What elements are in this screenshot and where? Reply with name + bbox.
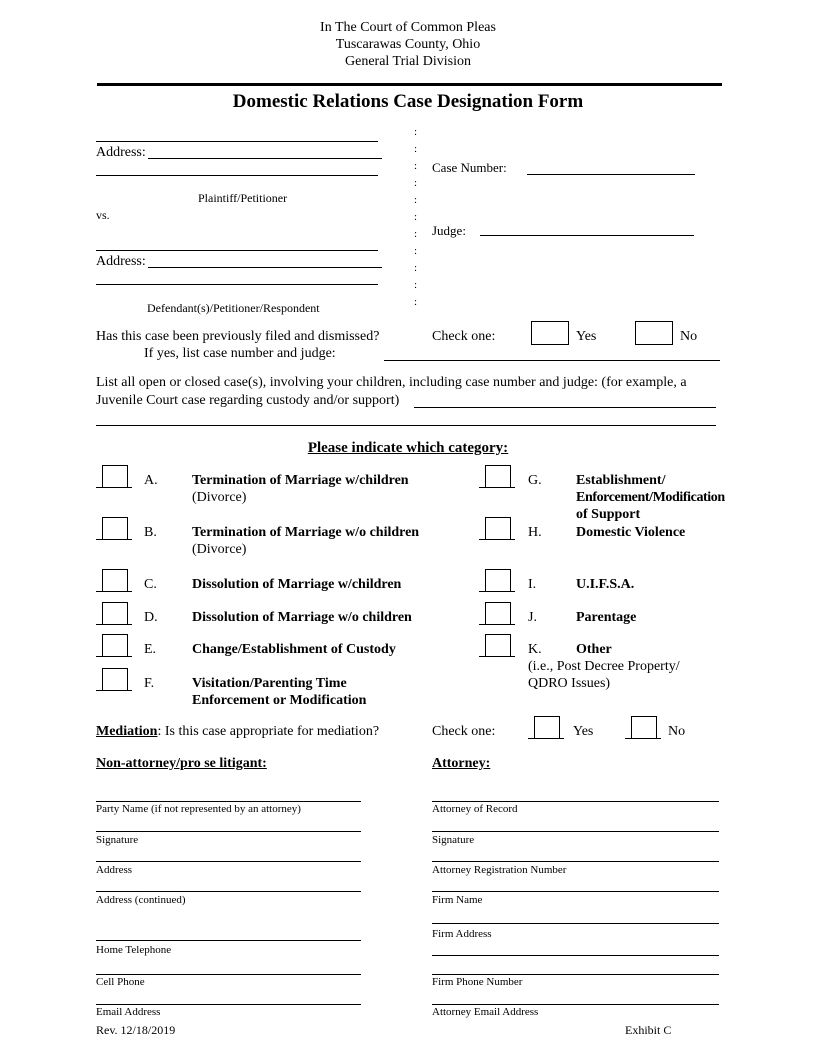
category-b-underline: [96, 539, 132, 540]
category-j-title: Parentage: [576, 610, 637, 625]
plaintiff-name-line[interactable]: [96, 141, 378, 142]
attorney-email-line[interactable]: [432, 1004, 719, 1005]
children-cases-line1: List all open or closed case(s), involving your children, including case number and judge: (for example, a: [96, 375, 687, 390]
category-b-title: Termination of Marriage w/o children: [192, 525, 420, 540]
category-e-checkbox[interactable]: [102, 634, 128, 657]
category-j-letter: J.: [528, 610, 537, 625]
attorney-heading: Attorney:: [432, 756, 491, 771]
attorney-registration-line[interactable]: [432, 861, 719, 862]
judge-label: Judge:: [432, 223, 466, 238]
party-name-label: Party Name (if not represented by an attorney): [96, 803, 301, 815]
defendant-address-line-2[interactable]: [96, 284, 378, 285]
firm-address-line[interactable]: [432, 923, 719, 924]
category-k-underline: [479, 656, 515, 657]
firm-name-line[interactable]: [432, 891, 719, 892]
attorney-signature-line[interactable]: [432, 831, 719, 832]
mediation-no-checkbox[interactable]: [631, 716, 657, 739]
pro-se-email-label: Email Address: [96, 1006, 161, 1018]
category-d-checkbox[interactable]: [102, 602, 128, 625]
attorney-email-label: Attorney Email Address: [432, 1006, 539, 1018]
attorney-signature-label: Signature: [432, 834, 475, 846]
pro-se-email-line[interactable]: [96, 1004, 361, 1005]
firm-address2-line[interactable]: [432, 955, 719, 956]
defendant-address-label: Address:: [96, 254, 146, 269]
colon-3: :: [414, 160, 418, 172]
attorney-of-record-label: Attorney of Record: [432, 803, 518, 815]
mediation-question-text: : Is this case appropriate for mediation?: [157, 724, 380, 739]
category-k-note1: (i.e., Post Decree Property/: [528, 659, 680, 674]
pro-se-signature-label: Signature: [96, 834, 139, 846]
colon-4: :: [414, 177, 418, 189]
party-name-line[interactable]: [96, 801, 361, 802]
category-h-checkbox[interactable]: [485, 517, 511, 540]
category-g-title: Establishment/: [576, 473, 666, 488]
mediation-question: [96, 724, 379, 740]
category-k-title: Other: [576, 642, 612, 657]
mediation-label: Mediation: [96, 724, 158, 739]
category-f-title: Visitation/Parenting Time: [192, 676, 347, 691]
plaintiff-label: Plaintiff/Petitioner: [198, 191, 288, 205]
mediation-yes-checkbox[interactable]: [534, 716, 560, 739]
home-telephone-label: Home Telephone: [96, 944, 172, 956]
county-name: Tuscarawas County, Ohio: [335, 37, 481, 52]
category-h-underline: [479, 539, 515, 540]
defendant-address-line[interactable]: [148, 267, 382, 268]
category-a-checkbox[interactable]: [102, 465, 128, 488]
category-h-title: Domestic Violence: [576, 525, 686, 540]
mediation-yes-underline: [528, 738, 564, 739]
category-g-title2: Enforcement/Modification: [576, 490, 725, 505]
category-g-title3: of Support: [576, 507, 641, 522]
pro-se-heading: Non-attorney/pro se litigant:: [96, 756, 267, 771]
category-e-underline: [96, 656, 132, 657]
category-a-sub: (Divorce): [192, 490, 247, 505]
category-heading: Please indicate which category:: [307, 440, 509, 456]
prior-question: Has this case been previously filed and dismissed?: [96, 329, 380, 344]
category-c-underline: [96, 591, 132, 592]
firm-phone-label: Firm Phone Number: [432, 976, 523, 988]
mediation-check-one: Check one:: [432, 724, 496, 739]
cell-phone-label: Cell Phone: [96, 976, 145, 988]
category-f-underline: [96, 690, 132, 691]
children-cases-line-a[interactable]: [414, 407, 716, 408]
category-h-letter: H.: [528, 525, 542, 540]
category-c-title: Dissolution of Marriage w/children: [192, 577, 402, 592]
attorney-of-record-line[interactable]: [432, 801, 719, 802]
prior-no-label: No: [680, 329, 698, 344]
category-i-letter: I.: [528, 577, 537, 592]
cell-phone-line[interactable]: [96, 974, 361, 975]
revision-date: Rev. 12/18/2019: [96, 1023, 176, 1037]
category-f-letter: F.: [144, 676, 155, 691]
category-a-title: Termination of Marriage w/children: [192, 473, 409, 488]
form-title: Domestic Relations Case Designation Form: [232, 91, 584, 112]
colon-8: :: [414, 245, 418, 257]
category-i-title: U.I.F.S.A.: [576, 577, 635, 592]
plaintiff-address-label: Address:: [96, 145, 146, 160]
category-d-title: Dissolution of Marriage w/o children: [192, 610, 412, 625]
category-f-sub: Enforcement or Modification: [192, 693, 367, 708]
colon-11: :: [414, 296, 418, 308]
category-e-title: Change/Establishment of Custody: [192, 642, 396, 657]
mediation-no-underline: [625, 738, 661, 739]
defendant-name-line[interactable]: [96, 250, 378, 251]
category-k-note2: QDRO Issues): [528, 676, 611, 691]
exhibit-label: Exhibit C: [625, 1023, 672, 1037]
colon-5: :: [414, 194, 418, 206]
category-k-letter: K.: [528, 642, 542, 657]
category-d-letter: D.: [144, 610, 158, 625]
category-b-sub: (Divorce): [192, 542, 247, 557]
colon-2: :: [414, 143, 418, 155]
case-number-line[interactable]: [527, 174, 695, 175]
category-c-checkbox[interactable]: [102, 569, 128, 592]
firm-name-label: Firm Name: [432, 894, 483, 906]
category-i-checkbox[interactable]: [485, 569, 511, 592]
category-i-underline: [479, 591, 515, 592]
category-j-checkbox[interactable]: [485, 602, 511, 625]
colon-9: :: [414, 262, 418, 274]
pro-se-address2-label: Address (continued): [96, 894, 186, 906]
prior-check-one: Check one:: [432, 329, 496, 344]
colon-10: :: [414, 279, 418, 291]
category-e-letter: E.: [144, 642, 157, 657]
category-g-checkbox[interactable]: [485, 465, 511, 488]
pro-se-address-line[interactable]: [96, 861, 361, 862]
mediation-no-label: No: [668, 724, 686, 739]
mediation-yes-label: Yes: [573, 724, 594, 739]
category-a-underline: [96, 487, 132, 488]
category-a-letter: A.: [144, 473, 158, 488]
category-b-letter: B.: [144, 525, 157, 540]
category-c-letter: C.: [144, 577, 157, 592]
pro-se-signature-line[interactable]: [96, 831, 361, 832]
firm-phone-line[interactable]: [432, 974, 719, 975]
pro-se-address2-line[interactable]: [96, 891, 361, 892]
home-telephone-line[interactable]: [96, 940, 361, 941]
category-f-checkbox[interactable]: [102, 668, 128, 691]
children-cases-line2: Juvenile Court case regarding custody and/or support): [96, 393, 400, 408]
category-g-underline: [479, 487, 515, 488]
category-j-underline: [479, 624, 515, 625]
colon-7: :: [414, 228, 418, 240]
defendant-label: Defendant(s)/Petitioner/Respondent: [147, 301, 320, 315]
case-number-label: Case Number:: [432, 160, 507, 175]
prior-yes-checkbox[interactable]: [531, 321, 569, 345]
category-d-underline: [96, 624, 132, 625]
prior-case-line[interactable]: [384, 360, 720, 361]
pro-se-address-label: Address: [96, 864, 133, 876]
colon-6: :: [414, 211, 418, 223]
judge-line[interactable]: [480, 235, 694, 236]
attorney-registration-label: Attorney Registration Number: [432, 864, 567, 876]
vs-label: vs.: [96, 208, 110, 222]
category-k-checkbox[interactable]: [485, 634, 511, 657]
division-name: General Trial Division: [345, 54, 471, 69]
category-g-letter: G.: [528, 473, 542, 488]
category-b-checkbox[interactable]: [102, 517, 128, 540]
children-cases-line-b[interactable]: [96, 425, 716, 426]
plaintiff-address-line[interactable]: [148, 158, 382, 159]
prior-if-yes: If yes, list case number and judge:: [144, 346, 336, 361]
colon-1: :: [414, 126, 418, 138]
header-rule: [97, 83, 722, 86]
prior-no-checkbox[interactable]: [635, 321, 673, 345]
prior-yes-label: Yes: [576, 329, 597, 344]
court-name: In The Court of Common Pleas: [320, 20, 496, 35]
plaintiff-address-line-2[interactable]: [96, 175, 378, 176]
firm-address-label: Firm Address: [432, 928, 492, 940]
